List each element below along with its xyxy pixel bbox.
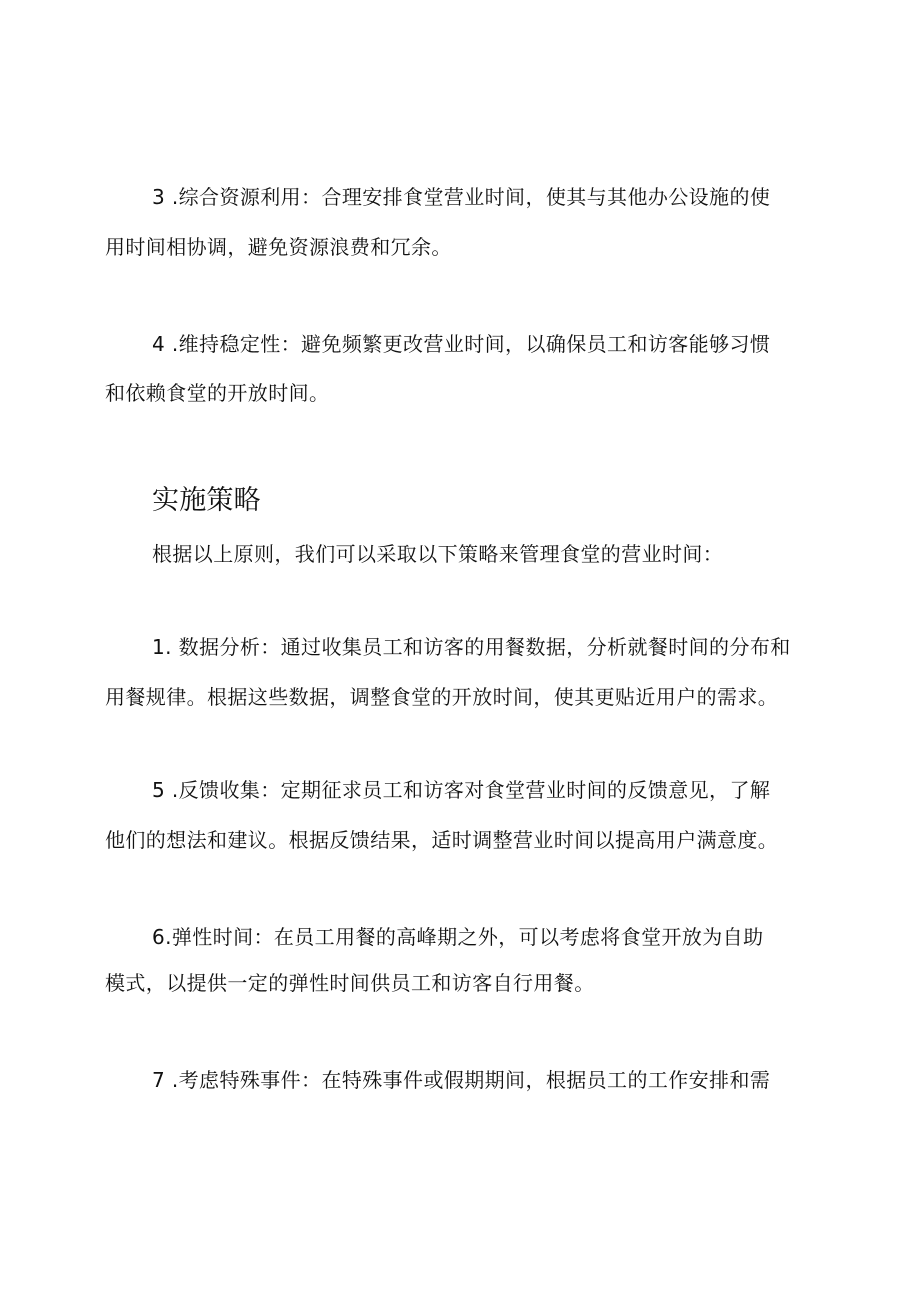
paragraph-line: 他们的想法和建议。根据反馈结果，适时调整营业时间以提高用户满意度。 xyxy=(105,828,779,852)
paragraph-line: 用餐规律。根据这些数据，调整食堂的开放时间，使其更贴近用户的需求。 xyxy=(105,685,779,709)
paragraph-line: 1. 数据分析：通过收集员工和访客的用餐数据，分析就餐时间的分布和 xyxy=(152,635,791,659)
paragraph-line: 4 .维持稳定性：避免频繁更改营业时间，以确保员工和访客能够习惯 xyxy=(152,332,771,356)
paragraph-line: 3 .综合资源利用：合理安排食堂营业时间，使其与其他办公设施的使 xyxy=(152,185,771,209)
section-heading: 实施策略 xyxy=(152,485,261,516)
paragraph-line: 6.弹性时间：在员工用餐的高峰期之外，可以考虑将食堂开放为自助 xyxy=(152,925,764,949)
paragraph-line: 用时间相协调，避免资源浪费和冗余。 xyxy=(105,235,452,259)
paragraph-line: 和依赖食堂的开放时间。 xyxy=(105,381,330,405)
paragraph-line: 根据以上原则，我们可以采取以下策略来管理食堂的营业时间： xyxy=(152,542,724,566)
paragraph-line: 5 .反馈收集：定期征求员工和访客对食堂营业时间的反馈意见，了解 xyxy=(152,778,771,802)
paragraph-line: 模式，以提供一定的弹性时间供员工和访客自行用餐。 xyxy=(105,971,595,995)
paragraph-line: 7 .考虑特殊事件：在特殊事件或假期期间，根据员工的工作安排和需 xyxy=(152,1068,771,1092)
